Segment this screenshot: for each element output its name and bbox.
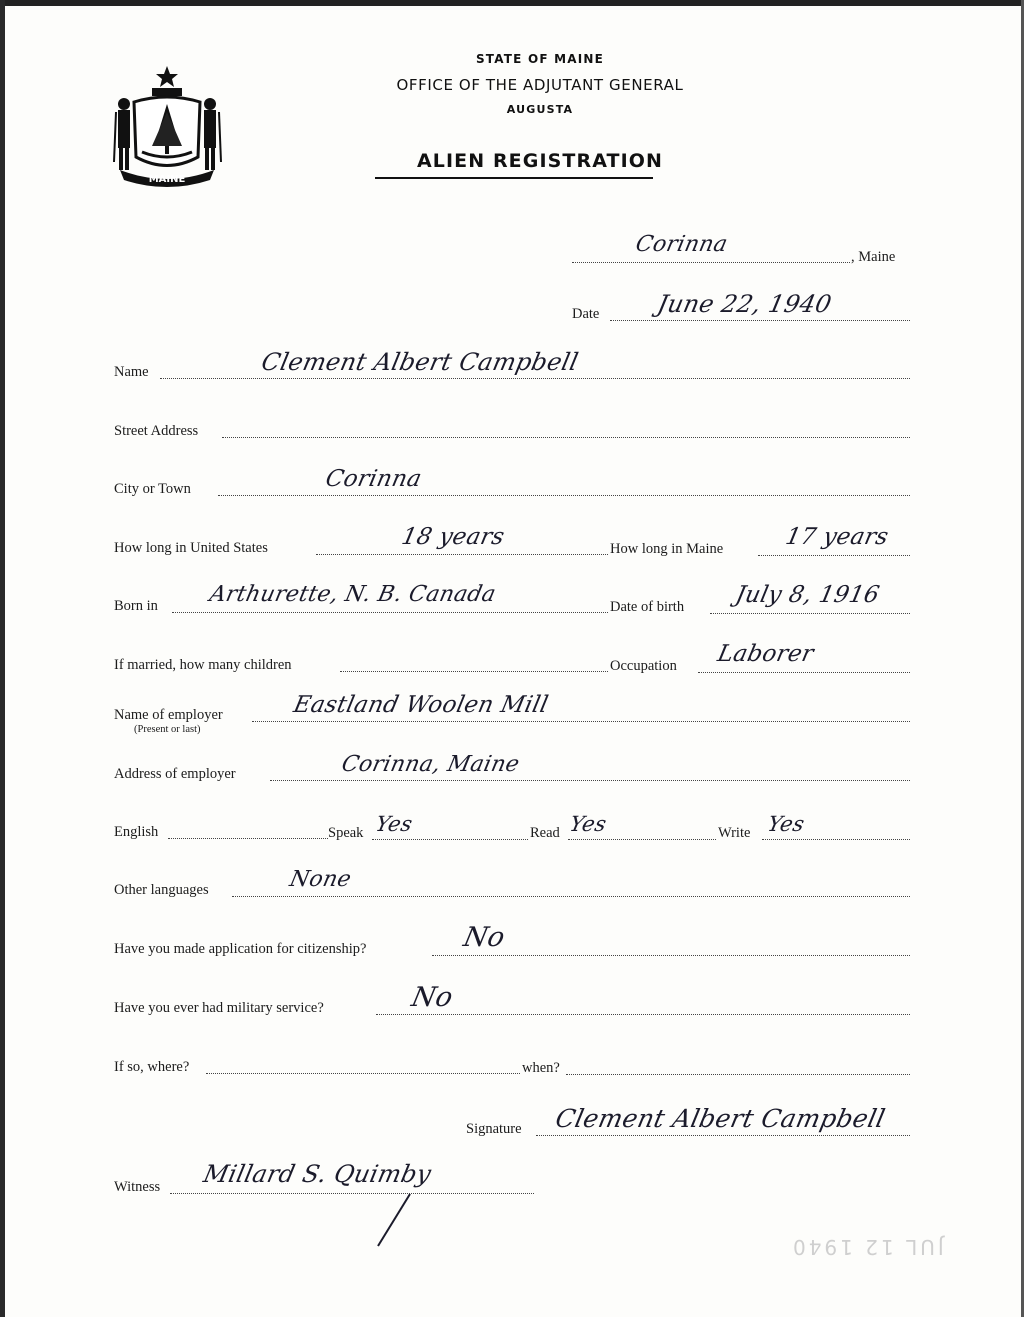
other-languages-value: None [287, 867, 354, 892]
english-line [168, 838, 328, 839]
how-long-maine-label: How long in Maine [610, 541, 724, 557]
write-value: Yes [765, 812, 807, 836]
where-line [206, 1073, 520, 1074]
date-label: Date [572, 306, 600, 322]
children-label: If married, how many children [114, 657, 292, 673]
read-label: Read [530, 825, 560, 841]
seal-text: MAINE [148, 174, 186, 185]
city-label: City or Town [114, 481, 191, 497]
form-title: ALIEN REGISTRATION [416, 150, 664, 172]
citizenship-value: No [460, 922, 508, 953]
city-line [218, 495, 910, 496]
employer-address-label: Address of employer [114, 766, 236, 782]
occupation-value: Laborer [715, 641, 817, 667]
header-office: OFFICE OF THE ADJUTANT GENERAL [396, 76, 684, 94]
employer-line [252, 721, 910, 722]
date-value: June 22, 1940 [655, 290, 835, 318]
signature-value: Clement Albert Campbell [552, 1104, 888, 1133]
place-line [572, 262, 850, 263]
witness-label: Witness [114, 1179, 161, 1195]
employer-address-line [270, 780, 910, 781]
citizenship-label: Have you made application for citizenship? [114, 941, 367, 957]
how-long-us-label: How long in United States [114, 540, 268, 556]
born-in-line [172, 612, 608, 613]
date-line [610, 320, 910, 321]
witness-value: Millard S. Quimby [201, 1160, 434, 1188]
speak-label: Speak [328, 825, 364, 841]
where-label: If so, where? [114, 1059, 190, 1075]
employer-sublabel: (Present or last) [134, 724, 201, 735]
speak-value: Yes [373, 812, 415, 836]
street-address-line [222, 437, 910, 438]
children-line [340, 671, 608, 672]
born-in-value: Arthurette, N. B. Canada [207, 582, 499, 607]
other-languages-label: Other languages [114, 882, 209, 898]
name-line [160, 378, 910, 379]
when-line [566, 1074, 910, 1075]
occupation-label: Occupation [610, 658, 677, 674]
military-line [376, 1014, 910, 1015]
citizenship-line [432, 955, 910, 956]
scan-edge-top [0, 0, 1024, 6]
witness-line [170, 1193, 534, 1194]
speak-line [372, 839, 528, 840]
read-line [568, 839, 716, 840]
employer-address-value: Corinna, Maine [339, 752, 522, 777]
how-long-us-value: 18 years [399, 524, 507, 550]
date-of-birth-value: July 8, 1916 [733, 582, 882, 608]
received-stamp: JUL 12 1940 [790, 1235, 944, 1259]
title-underline [375, 177, 653, 179]
how-long-us-line [316, 554, 608, 555]
military-value: No [408, 982, 456, 1013]
how-long-maine-line [758, 555, 910, 556]
city-value: Corinna [323, 466, 424, 492]
military-label: Have you ever had military service? [114, 1000, 324, 1016]
signature-label: Signature [466, 1121, 522, 1137]
name-label: Name [114, 364, 149, 380]
english-label: English [114, 824, 159, 840]
employer-label: Name of employer [114, 707, 223, 723]
write-line [762, 839, 910, 840]
name-value: Clement Albert Campbell [259, 348, 581, 376]
read-value: Yes [567, 812, 609, 836]
signature-line [536, 1135, 910, 1136]
other-languages-line [232, 896, 910, 897]
how-long-maine-value: 17 years [783, 524, 891, 550]
date-of-birth-line [710, 613, 910, 614]
occupation-line [698, 672, 910, 673]
employer-value: Eastland Woolen Mill [291, 692, 551, 718]
write-label: Write [718, 825, 751, 841]
street-address-label: Street Address [114, 423, 199, 439]
witness-flourish [370, 1190, 420, 1250]
header-city: AUGUSTA [506, 103, 574, 116]
header-state: STATE OF MAINE [475, 52, 605, 66]
maine-state-seal-icon [112, 62, 222, 190]
place-value: Corinna [633, 232, 730, 257]
place-suffix: , Maine [851, 249, 896, 265]
scan-edge-left [0, 0, 5, 1317]
when-label: when? [522, 1060, 560, 1076]
date-of-birth-label: Date of birth [610, 599, 685, 615]
born-in-label: Born in [114, 598, 158, 614]
